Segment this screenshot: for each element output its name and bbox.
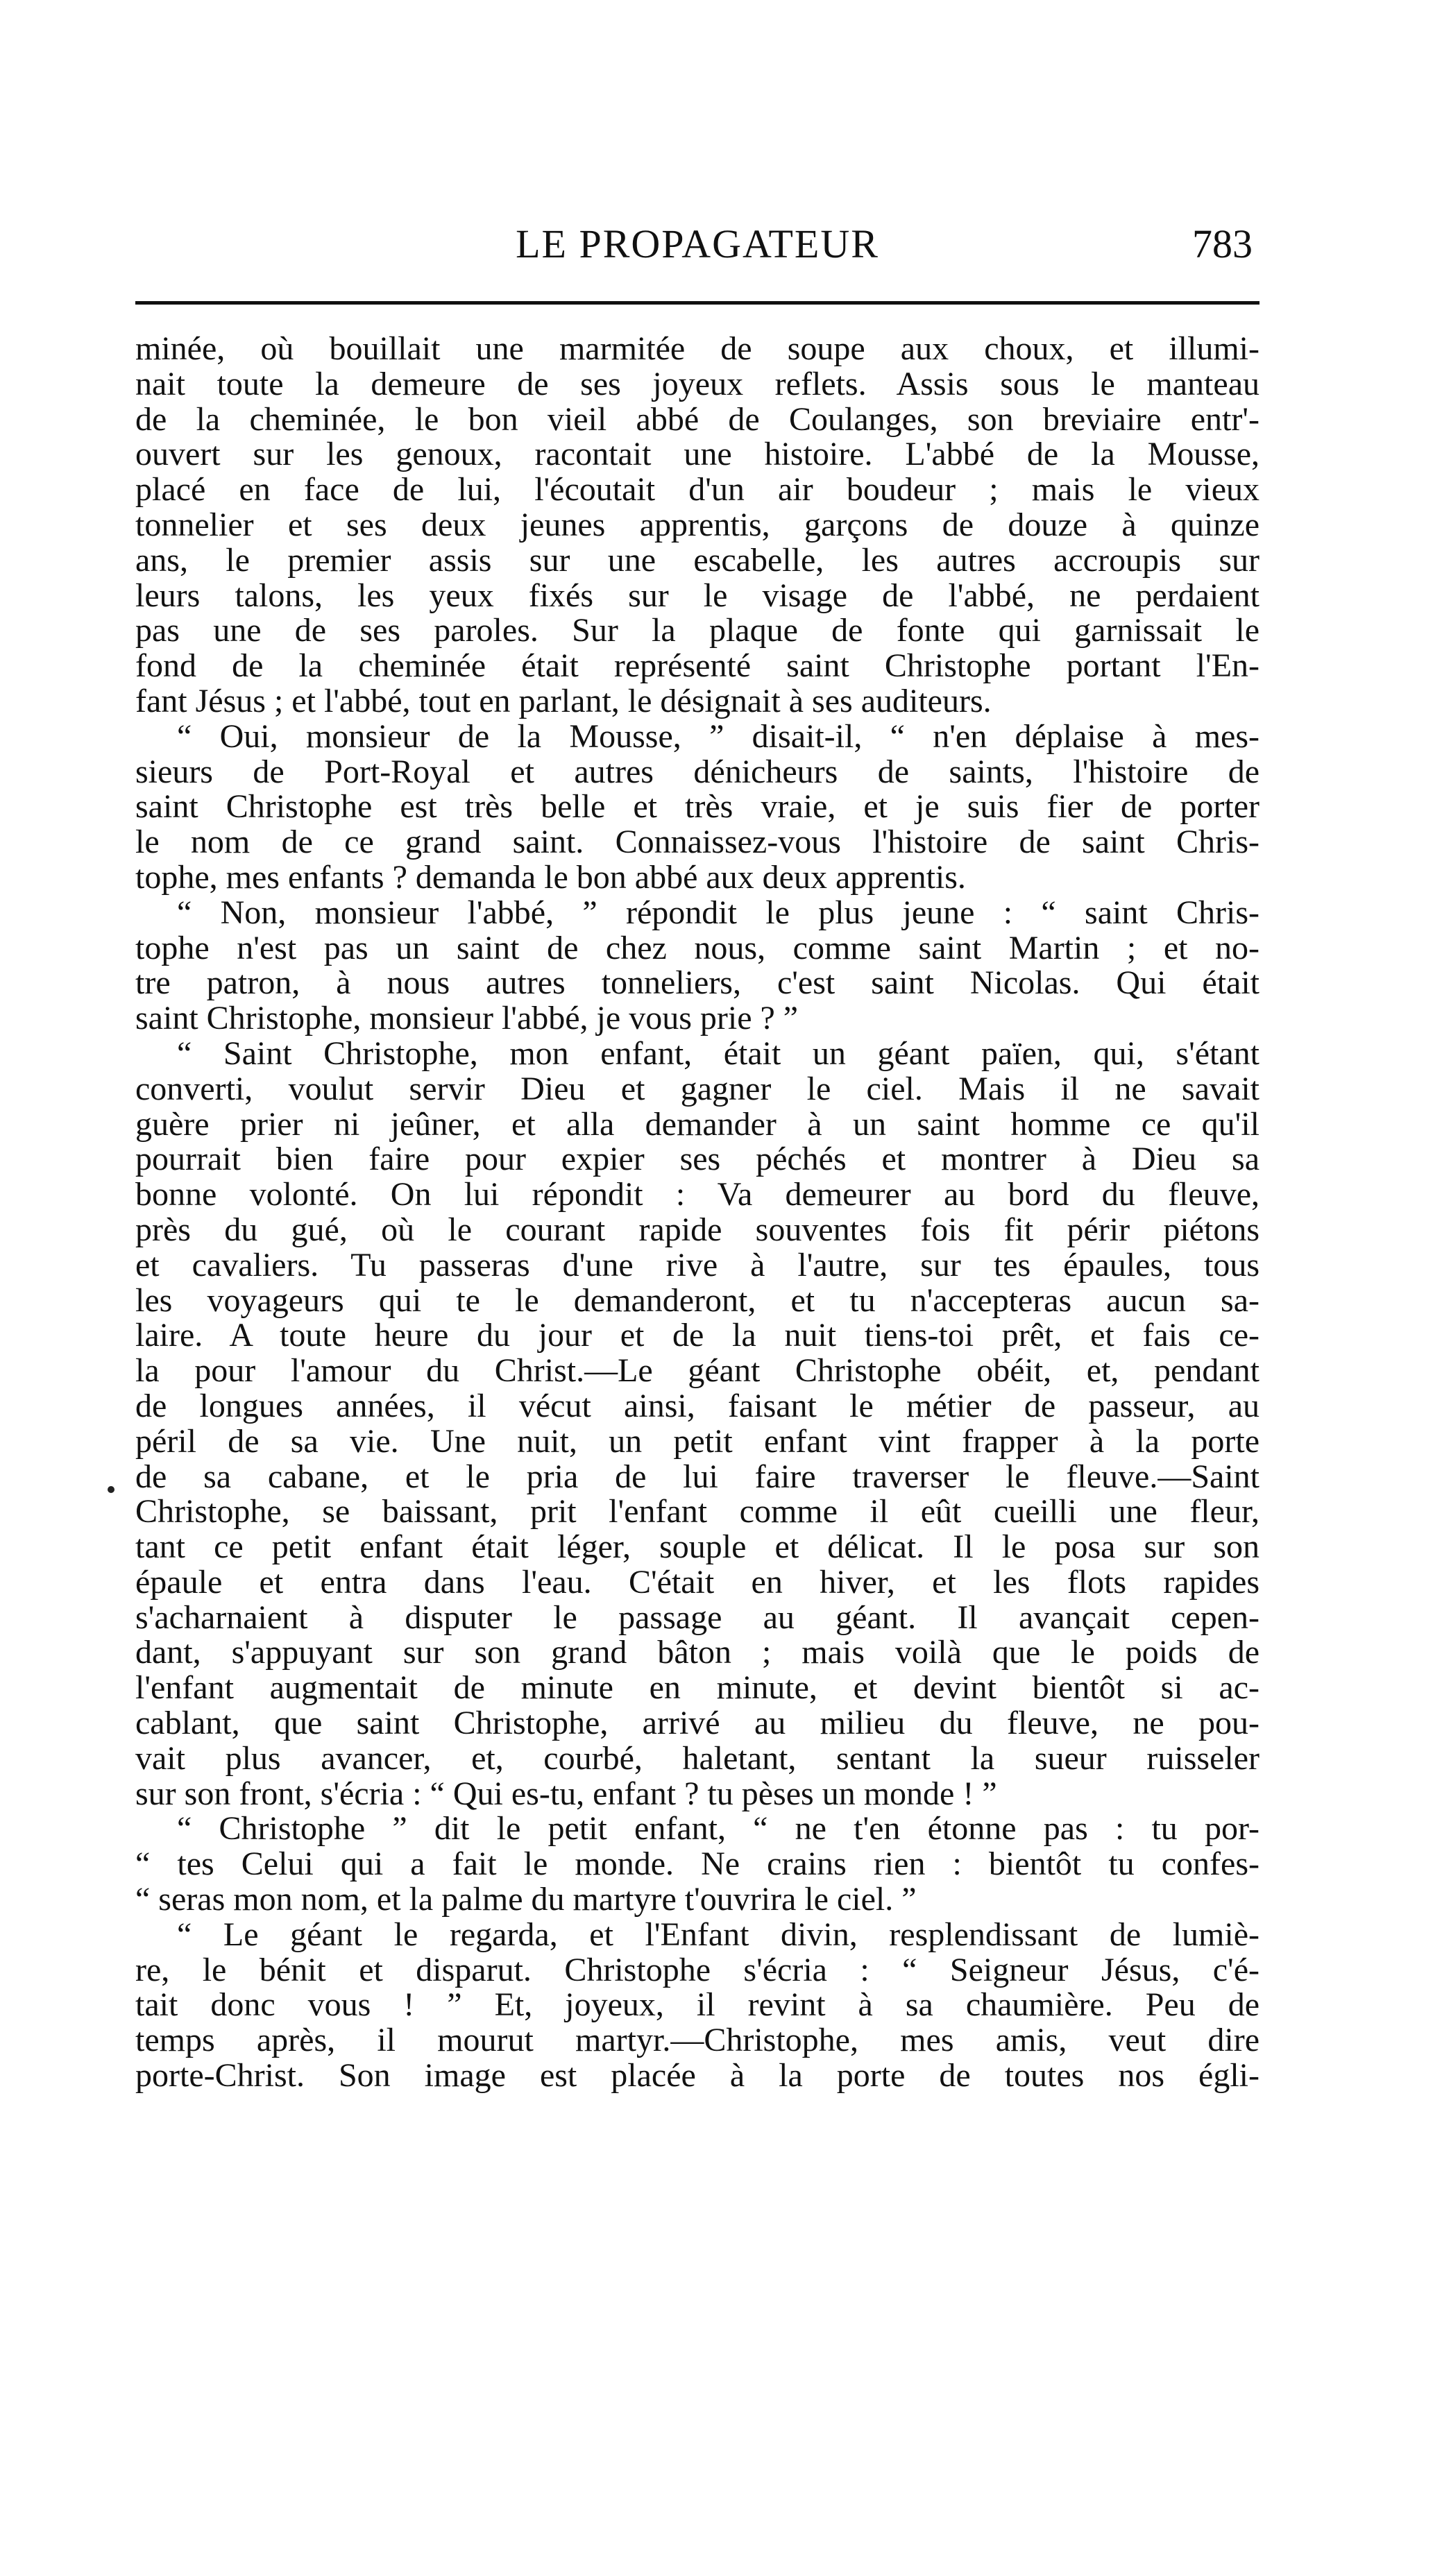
text-line: pourrait bien faire pour expier ses péchés et montrer à Dieu sa [135, 1142, 1259, 1178]
text-line: l'enfant augmentait de minute en minute, et devint bientôt si ac- [135, 1671, 1259, 1707]
text-line: “ Non, monsieur l'abbé, ” répondit le plus jeune : “ saint Chris- [177, 895, 1259, 931]
text-line: de longues années, il vécut ainsi, faisant le métier de passeur, au [135, 1388, 1259, 1424]
text-line: “ Christophe ” dit le petit enfant, “ ne t'en étonne pas : tu por- [177, 1811, 1259, 1848]
text-line: placé en face de lui, l'écoutait d'un air boudeur ; mais le vieux [135, 472, 1259, 508]
text-line: tophe n'est pas un saint de chez nous, comme saint Martin ; et no- [135, 930, 1259, 966]
text-line: dant, s'appuyant sur son grand bâton ; mais voilà que le poids de [135, 1635, 1259, 1671]
running-header [135, 221, 1259, 276]
text-line: minée, où bouillait une marmitée de soupe aux choux, et illumi- [135, 332, 1259, 367]
text-line: saint Christophe est très belle et très vraie, et je suis fier de porter [135, 790, 1259, 826]
text-line: épaule et entra dans l'eau. C'était en hiver, et les flots rapides [135, 1564, 1259, 1601]
text-line: leurs talons, les yeux fixés sur le visage de l'abbé, ne perdaient [135, 578, 1259, 614]
text-line: fond de la cheminée était représenté saint Christophe portant l'En- [135, 649, 1259, 684]
text-line: tonnelier et ses deux jeunes apprentis, garçons de douze à quinze [135, 507, 1259, 543]
text-line: guère prier ni jeûner, et alla demander à un saint homme ce qu'il [135, 1107, 1259, 1143]
text-line: “ Saint Christophe, mon enfant, était un géant païen, qui, s'étant [177, 1036, 1259, 1072]
text-line: tant ce petit enfant était léger, souple et délicat. Il le posa sur son [135, 1530, 1259, 1565]
text-line: porte-Christ. Son image est placée à la porte de toutes nos égli- [135, 2058, 1259, 2094]
text-line: les voyageurs qui te le demanderont, et tu n'accepteras aucun sa- [135, 1283, 1259, 1319]
text-line: tait donc vous ! ” Et, joyeux, il revint à sa chaumière. Peu de [135, 1988, 1259, 2024]
text-line: Christophe, se baissant, prit l'enfant comme il eût cueilli une fleur, [135, 1494, 1259, 1530]
text-line: re, le bénit et disparut. Christophe s'écria : “ Seigneur Jésus, c'é- [135, 1952, 1259, 1988]
text-line: ouvert sur les genoux, racontait une histoire. L'abbé de la Mousse, [135, 437, 1259, 473]
text-line: “ Oui, monsieur de la Mousse, ” disait-il, “ n'en déplaise à mes- [177, 719, 1259, 755]
text-line: la pour l'amour du Christ.—Le géant Christophe obéit, et, pendant [135, 1354, 1259, 1389]
text-line: péril de sa vie. Une nuit, un petit enfant vint frapper à la porte [135, 1424, 1259, 1460]
text-line: fant Jésus ; et l'abbé, tout en parlant, le désignait à ses auditeurs. [135, 683, 992, 719]
text-line: tophe, mes enfants ? demanda le bon abbé aux deux apprentis. [135, 860, 966, 896]
text-line: “ seras mon nom, et la palme du martyre t'ouvrira le ciel. ” [135, 1882, 917, 1918]
text-line: ans, le premier assis sur une escabelle, les autres accroupis sur [135, 543, 1259, 579]
text-line: temps après, il mourut martyr.—Christophe, mes amis, veut dire [135, 2023, 1259, 2059]
text-line: cablant, que saint Christophe, arrivé au milieu du fleuve, ne pou- [135, 1706, 1259, 1741]
text-line: laire. A toute heure du jour et de la nuit tiens-toi prêt, et fais ce- [135, 1318, 1259, 1354]
text-line: tre patron, à nous autres tonneliers, c'est saint Nicolas. Qui était [135, 966, 1259, 1002]
text-line: “ tes Celui qui a fait le monde. Ne crains rien : bientôt tu confes- [135, 1847, 1259, 1883]
text-line: de la cheminée, le bon vieil abbé de Coulanges, son breviaire entr'- [135, 402, 1259, 438]
text-line: de sa cabane, et le pria de lui faire traverser le fleuve.—Saint [135, 1459, 1259, 1495]
running-title: LE PROPAGATEUR [516, 221, 879, 266]
text-line: le nom de ce grand saint. Connaissez-vous l'histoire de saint Chris- [135, 825, 1259, 860]
text-line: près du gué, où le courant rapide souventes fois fit périr piétons [135, 1212, 1259, 1248]
text-line: saint Christophe, monsieur l'abbé, je vous prie ? ” [135, 1001, 799, 1037]
header-rule [135, 301, 1259, 305]
text-line: s'acharnaient à disputer le passage au géant. Il avançait cepen- [135, 1600, 1259, 1636]
text-line: sur son front, s'écria : “ Qui es-tu, enfant ? tu pèses un monde ! ” [135, 1776, 997, 1812]
text-line: et cavaliers. Tu passeras d'une rive à l'autre, sur tes épaules, tous [135, 1247, 1259, 1283]
body-text [135, 332, 1259, 2094]
text-line: vait plus avancer, et, courbé, haletant, sentant la sueur ruisseler [135, 1741, 1259, 1777]
text-line: nait toute la demeure de ses joyeux reflets. Assis sous le manteau [135, 366, 1259, 402]
text-line: pas une de ses paroles. Sur la plaque de fonte qui garnissait le [135, 613, 1259, 649]
text-line: bonne volonté. On lui répondit : Va demeurer au bord du fleuve, [135, 1177, 1259, 1213]
margin-dot [108, 1486, 114, 1493]
text-line: sieurs de Port-Royal et autres dénicheurs de saints, l'histoire de [135, 754, 1259, 790]
text-line: converti, voulut servir Dieu et gagner le ciel. Mais il ne savait [135, 1071, 1259, 1107]
page-number: 783 [1192, 221, 1253, 266]
text-line: “ Le géant le regarda, et l'Enfant divin, resplendissant de lumiè- [177, 1917, 1259, 1953]
